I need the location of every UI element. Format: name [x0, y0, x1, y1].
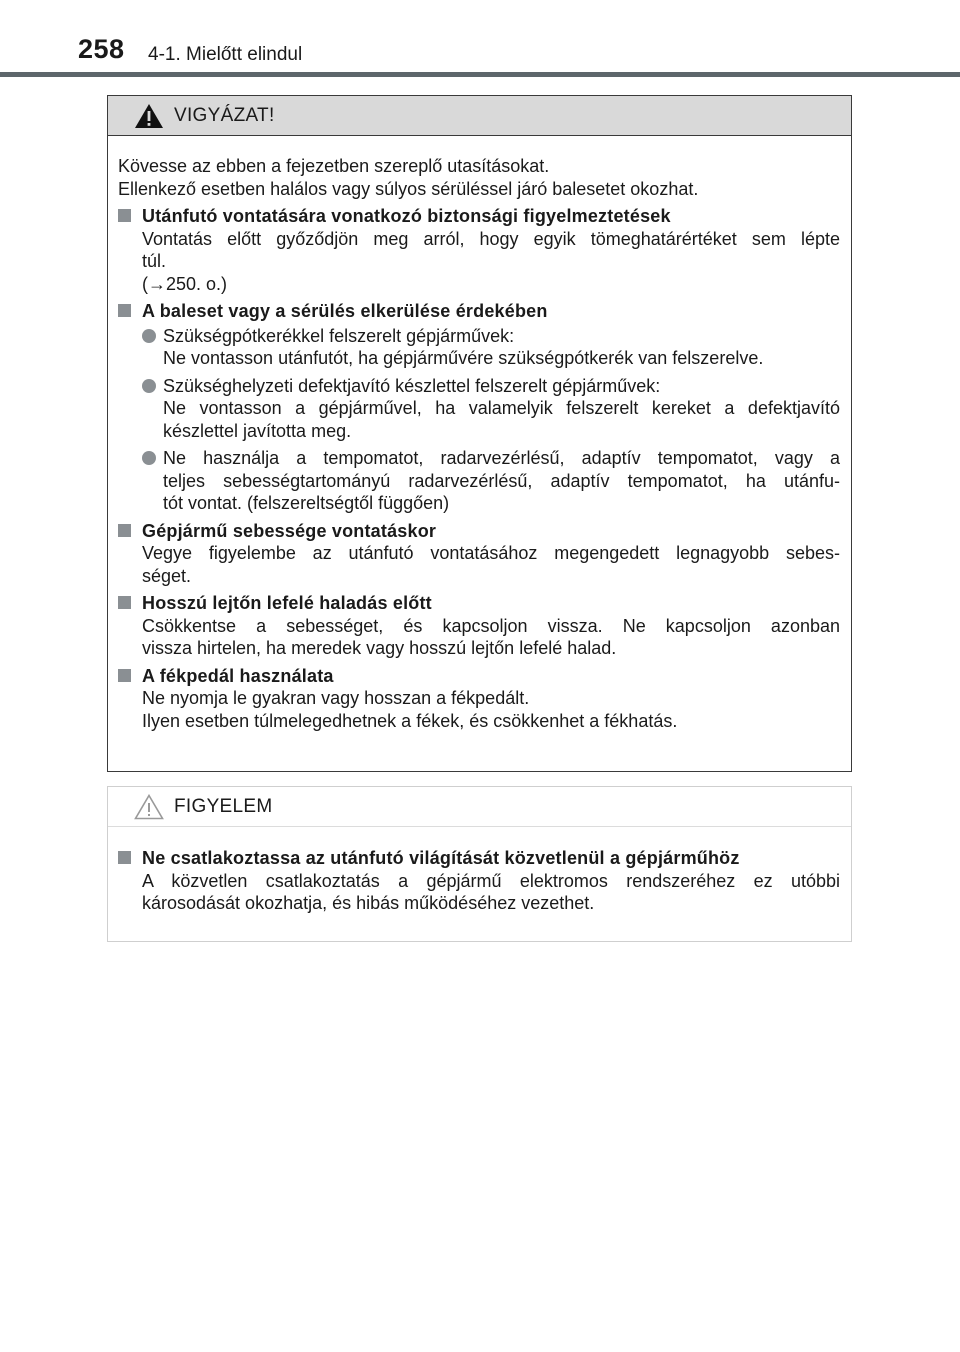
text-line: Ilyen esetben túlmelegedhetnek a fékek, és csökkenhet a fékhatás. [142, 710, 678, 731]
section-title-text: Ne csatlakoztassa az utánfutó világítását közvetlenül a gépjárműhöz [142, 848, 740, 868]
section-heading [118, 847, 840, 870]
warning-heading: VIGYÁZAT! [174, 104, 275, 126]
text-line: Csökkentse a sebességet, és kapcsoljon vissza. Ne kapcsoljon azonban [142, 615, 840, 636]
text-line: Ne nyomja le gyakran vagy hosszan a fékpedált. [142, 688, 530, 708]
section-heading [118, 205, 840, 228]
section-title-text: A fékpedál használata [142, 665, 334, 686]
round-bullet-icon [142, 329, 156, 343]
text-line: Szükségpótkerékkel felszerelt gépjárművek: [163, 325, 515, 346]
text-line: teljes sebességtartományú radarvezérlésű, adaptív tempomatot, ha utánfu- [163, 470, 840, 491]
text-line: Ne használja a tempomatot, radarvezérlésű, adaptív tempomatot, vagy a [163, 448, 840, 468]
text-line: károsodását okozhatja, és hibás működéséhez vezethet. [142, 893, 595, 913]
round-bullet-icon [142, 379, 156, 393]
warning-section [118, 520, 840, 588]
section-title-text: Gépjármű sebessége vontatáskor [142, 520, 437, 541]
warning-body [108, 136, 851, 732]
section-heading [118, 592, 840, 615]
square-bullet-icon [118, 209, 131, 222]
round-bullet-icon [142, 451, 156, 465]
square-bullet-icon [118, 669, 131, 682]
warning-box-header [108, 96, 851, 136]
bullet-item [118, 375, 840, 443]
warning-section [118, 205, 840, 295]
text-line: Ne vontasson a gépjárművel, ha valamelyik felszerelt kereket a defektjavító [163, 398, 840, 418]
section-text [118, 687, 840, 732]
bullet-item [118, 325, 840, 370]
section-title: 4-1. Mielőtt elindul [148, 44, 303, 65]
section-title-text: Hosszú lejtőn lefelé haladás előtt [142, 593, 432, 613]
bullet-item [118, 447, 840, 515]
section-heading [118, 300, 840, 323]
page-number: 258 [78, 34, 125, 64]
caution-box [107, 786, 852, 942]
text-line: túl. [142, 251, 167, 271]
text-line: Vontatás előtt győződjön meg arról, hogy egyik tömeghatárértéket sem lépte [142, 228, 840, 249]
section-text [118, 870, 840, 915]
section-text [118, 228, 840, 296]
intro-line: Kövesse az ebben a fejezetben szereplő utasításokat. [118, 156, 550, 176]
square-bullet-icon [118, 524, 131, 537]
text-line: séget. [142, 565, 192, 586]
text-line: készlettel javította meg. [163, 420, 352, 441]
section-heading [118, 665, 840, 688]
square-bullet-icon [118, 851, 131, 864]
warning-triangle-icon [134, 103, 164, 129]
text-line: vissza hirtelen, ha meredek vagy hosszú lejtőn lefelé halad. [142, 638, 617, 658]
header-divider [0, 72, 960, 77]
text-line: A közvetlen csatlakoztatás a gépjármű elektromos rendszeréhez ez utóbbi [142, 870, 840, 891]
warning-section [118, 665, 840, 733]
caution-box-header [108, 787, 851, 827]
text-line: tót vontat. (felszereltségtől függően) [163, 493, 450, 513]
warning-section [118, 300, 840, 515]
square-bullet-icon [118, 304, 131, 317]
section-title-text: A baleset vagy a sérülés elkerülése érdekében [142, 301, 548, 321]
caution-heading: FIGYELEM [174, 795, 273, 817]
section-title-text: Utánfutó vontatására vonatkozó biztonsági figyelmeztetések [142, 206, 671, 226]
caution-triangle-icon [134, 794, 164, 820]
text-line: Vegye figyelembe az utánfutó vontatásához megengedett legnagyobb sebes- [142, 543, 840, 563]
intro-line: Ellenkező esetben halálos vagy súlyos sérüléssel járó balesetet okozhat. [118, 178, 699, 199]
warning-section [118, 592, 840, 660]
text-line: Szükséghelyzeti defektjavító készlettel felszerelt gépjárművek: [163, 375, 661, 396]
page-header [0, 0, 960, 80]
section-text [118, 542, 840, 587]
section-text [118, 615, 840, 660]
warning-intro [118, 155, 840, 200]
square-bullet-icon [118, 596, 131, 609]
page-reference: (→250. o.) [142, 273, 228, 294]
section-heading [118, 520, 840, 543]
text-line: Ne vontasson utánfutót, ha gépjárművére szükségpótkerék van felszerelve. [163, 348, 764, 368]
caution-section [118, 847, 840, 915]
caution-body [108, 827, 851, 915]
warning-box [107, 95, 852, 772]
